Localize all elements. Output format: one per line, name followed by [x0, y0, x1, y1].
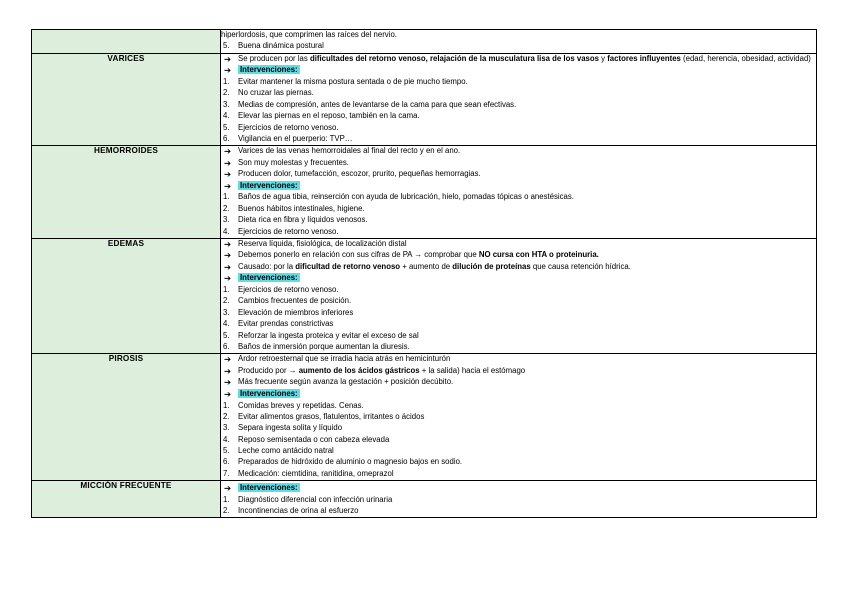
- table-body: [32, 30, 817, 518]
- row-content: [221, 146, 817, 239]
- table-row: [32, 481, 817, 518]
- arrow-bullet-icon: ➔: [224, 482, 232, 493]
- row-label: VARICES: [32, 53, 221, 146]
- numbered-list-item: Evitar alimentos grasos, flatulentos, irritantes o ácidos: [238, 411, 425, 421]
- arrow-bullet-text: Debemos ponerlo en relación con sus cifras de PA → comprobar que NO cursa con HTA o proteinuria.: [238, 250, 599, 260]
- numbered-list-item: Leche como antácido natral: [238, 446, 334, 456]
- numbered-list-item: Evitar mantener la misma postura sentada o de pie mucho tiempo.: [238, 77, 468, 87]
- arrow-bullet-icon: ➔: [224, 169, 232, 180]
- row-content: [221, 354, 817, 481]
- interventions-heading: [221, 389, 816, 399]
- arrow-bullet-text: Producido por → aumento de los ácidos gástricos + la salida) hacia el estómago: [238, 365, 526, 375]
- arrow-bullet-list: [221, 54, 816, 64]
- arrow-bullet-text: Más frecuente según avanza la gestación + posición decúbito.: [238, 377, 454, 387]
- arrow-bullet-icon: ➔: [224, 365, 232, 376]
- arrow-bullet-text: Se producen por las dificultades del retorno venoso, relajación de la musculatura lisa de los vasos y factores influyentes (edad, herencia, obesidad, actividad): [238, 53, 811, 63]
- arrow-bullet-icon: ➔: [224, 377, 232, 388]
- arrow-bullet-item: [221, 366, 816, 376]
- row-content: [221, 481, 817, 518]
- table-row: [32, 354, 817, 481]
- interventions-heading: [221, 181, 816, 191]
- numbered-list-item: Ejercicios de retorno venoso.: [238, 122, 339, 132]
- interventions-label: Intervenciones:: [240, 388, 298, 398]
- interventions-heading: [221, 273, 816, 283]
- symptoms-table: [31, 29, 817, 518]
- row-content: [221, 239, 817, 354]
- numbered-list-item: Dieta rica en fibra y líquidos venosos.: [238, 215, 368, 225]
- row-label: PIROSIS: [32, 354, 221, 481]
- numbered-list: [221, 41, 816, 51]
- table-row: [32, 30, 817, 54]
- numbered-list-item: Buenos hábitos intestinales, higiene.: [238, 203, 365, 213]
- numbered-list: [221, 192, 816, 236]
- arrow-bullet-list: [221, 146, 816, 179]
- interventions-label: Intervenciones:: [240, 180, 298, 190]
- numbered-list-item: Vigilancia en el puerperio: TVP…: [238, 134, 353, 144]
- numbered-list-item: Separa ingesta solita y líquido: [238, 423, 343, 433]
- arrow-bullet-icon: ➔: [224, 53, 232, 64]
- arrow-bullet-item: [221, 377, 816, 387]
- arrow-bullet-text: Ardor retroesternal que se irradia hacia atrás en hemicinturón: [238, 354, 451, 364]
- numbered-list-item: Ejercicios de retorno venoso.: [238, 285, 339, 295]
- numbered-list-item: Medicación: ciemtidina, ranitidina, omeprazol: [238, 468, 394, 478]
- table-row: [32, 146, 817, 239]
- row-label: EDEMAS: [32, 239, 221, 354]
- arrow-bullet-text: Producen dolor, tumefacción, escozor, prurito, pequeñas hemorragias.: [238, 169, 481, 179]
- numbered-list-item: No cruzar las piernas.: [238, 88, 314, 98]
- numbered-list: [221, 401, 816, 479]
- numbered-list-item: Preparados de hidróxido de aluminio o magnesio bajos en sodio.: [238, 457, 463, 467]
- numbered-list-item: Comidas breves y repetidas. Cenas.: [238, 400, 364, 410]
- numbered-list-item: Evitar prendas constrictivas: [238, 319, 334, 329]
- interventions-label: Intervenciones:: [240, 273, 298, 283]
- numbered-list: [221, 77, 816, 144]
- numbered-list-item: Elevación de miembros inferiores: [238, 307, 354, 317]
- arrow-bullet-icon: ➔: [224, 157, 232, 168]
- arrow-bullet-item: [221, 354, 816, 364]
- numbered-list-item: Elevar las piernas en el reposo, también en la cama.: [238, 111, 420, 121]
- row-label: HEMORROIDES: [32, 146, 221, 239]
- arrow-bullet-item: [221, 54, 816, 64]
- table-row: [32, 53, 817, 146]
- numbered-list-item: Cambios frecuentes de posición.: [238, 296, 352, 306]
- arrow-bullet-icon: ➔: [224, 354, 232, 365]
- numbered-list-item: Buena dinámica postural: [238, 41, 324, 51]
- numbered-list: [221, 495, 816, 516]
- row-content: [221, 30, 817, 54]
- interventions-heading: [221, 483, 816, 493]
- numbered-list-item: Baños de agua tibia, reinserción con ayuda de lubricación, hielo, pomadas tópicas o anestésicas.: [238, 192, 574, 202]
- arrow-bullet-item: [221, 169, 816, 179]
- arrow-bullet-icon: ➔: [224, 65, 232, 76]
- arrow-bullet-text: Reserva líquida, fisiológica, de localización distal: [238, 239, 407, 249]
- arrow-bullet-item: [221, 250, 816, 260]
- numbered-list-item: Medias de compresión, antes de levantarse de la cama para que sean efectivas.: [238, 99, 517, 109]
- arrow-bullet-icon: ➔: [224, 239, 232, 250]
- arrow-bullet-text: Varices de las venas hemorroidales al final del recto y en el ano.: [238, 146, 461, 156]
- numbered-list-item: Incontinencias de orina al esfuerzo: [238, 506, 359, 516]
- arrow-bullet-text: Causado: por la dificultad de retorno venoso + aumento de dilución de proteínas que causa retención hídrica.: [238, 261, 631, 271]
- arrow-bullet-list: [221, 354, 816, 387]
- numbered-list-item: Reforzar la ingesta proteica y evitar el exceso de sal: [238, 330, 419, 340]
- arrow-bullet-item: [221, 158, 816, 168]
- arrow-bullet-icon: ➔: [224, 261, 232, 272]
- row-label: [32, 30, 221, 54]
- arrow-bullet-item: [221, 262, 816, 272]
- arrow-bullet-icon: ➔: [224, 388, 232, 399]
- arrow-bullet-item: [221, 239, 816, 249]
- numbered-list-item: Reposo semisentada o con cabeza elevada: [238, 434, 390, 444]
- arrow-bullet-icon: ➔: [224, 146, 232, 157]
- arrow-bullet-icon: ➔: [224, 180, 232, 191]
- arrow-bullet-icon: ➔: [224, 273, 232, 284]
- numbered-list: [221, 285, 816, 352]
- numbered-list-item: Diagnóstico diferencial con infección urinaria: [238, 494, 393, 504]
- interventions-label: Intervenciones:: [240, 482, 298, 492]
- numbered-list-item: Ejercicios de retorno venoso.: [238, 226, 339, 236]
- arrow-bullet-item: [221, 146, 816, 156]
- numbered-list-item: Baños de inmersión porque aumentan la diuresis.: [238, 342, 410, 352]
- continued-text: hiperlordosis, que comprimen las raíces del nervio.: [221, 30, 397, 39]
- arrow-bullet-icon: ➔: [224, 250, 232, 261]
- row-label: MICCIÓN FRECUENTE: [32, 481, 221, 518]
- interventions-heading: [221, 65, 816, 75]
- row-content: [221, 53, 817, 146]
- interventions-label: Intervenciones:: [240, 65, 298, 75]
- arrow-bullet-list: [221, 239, 816, 272]
- table-row: [32, 239, 817, 354]
- arrow-bullet-text: Son muy molestas y frecuentes.: [238, 157, 349, 167]
